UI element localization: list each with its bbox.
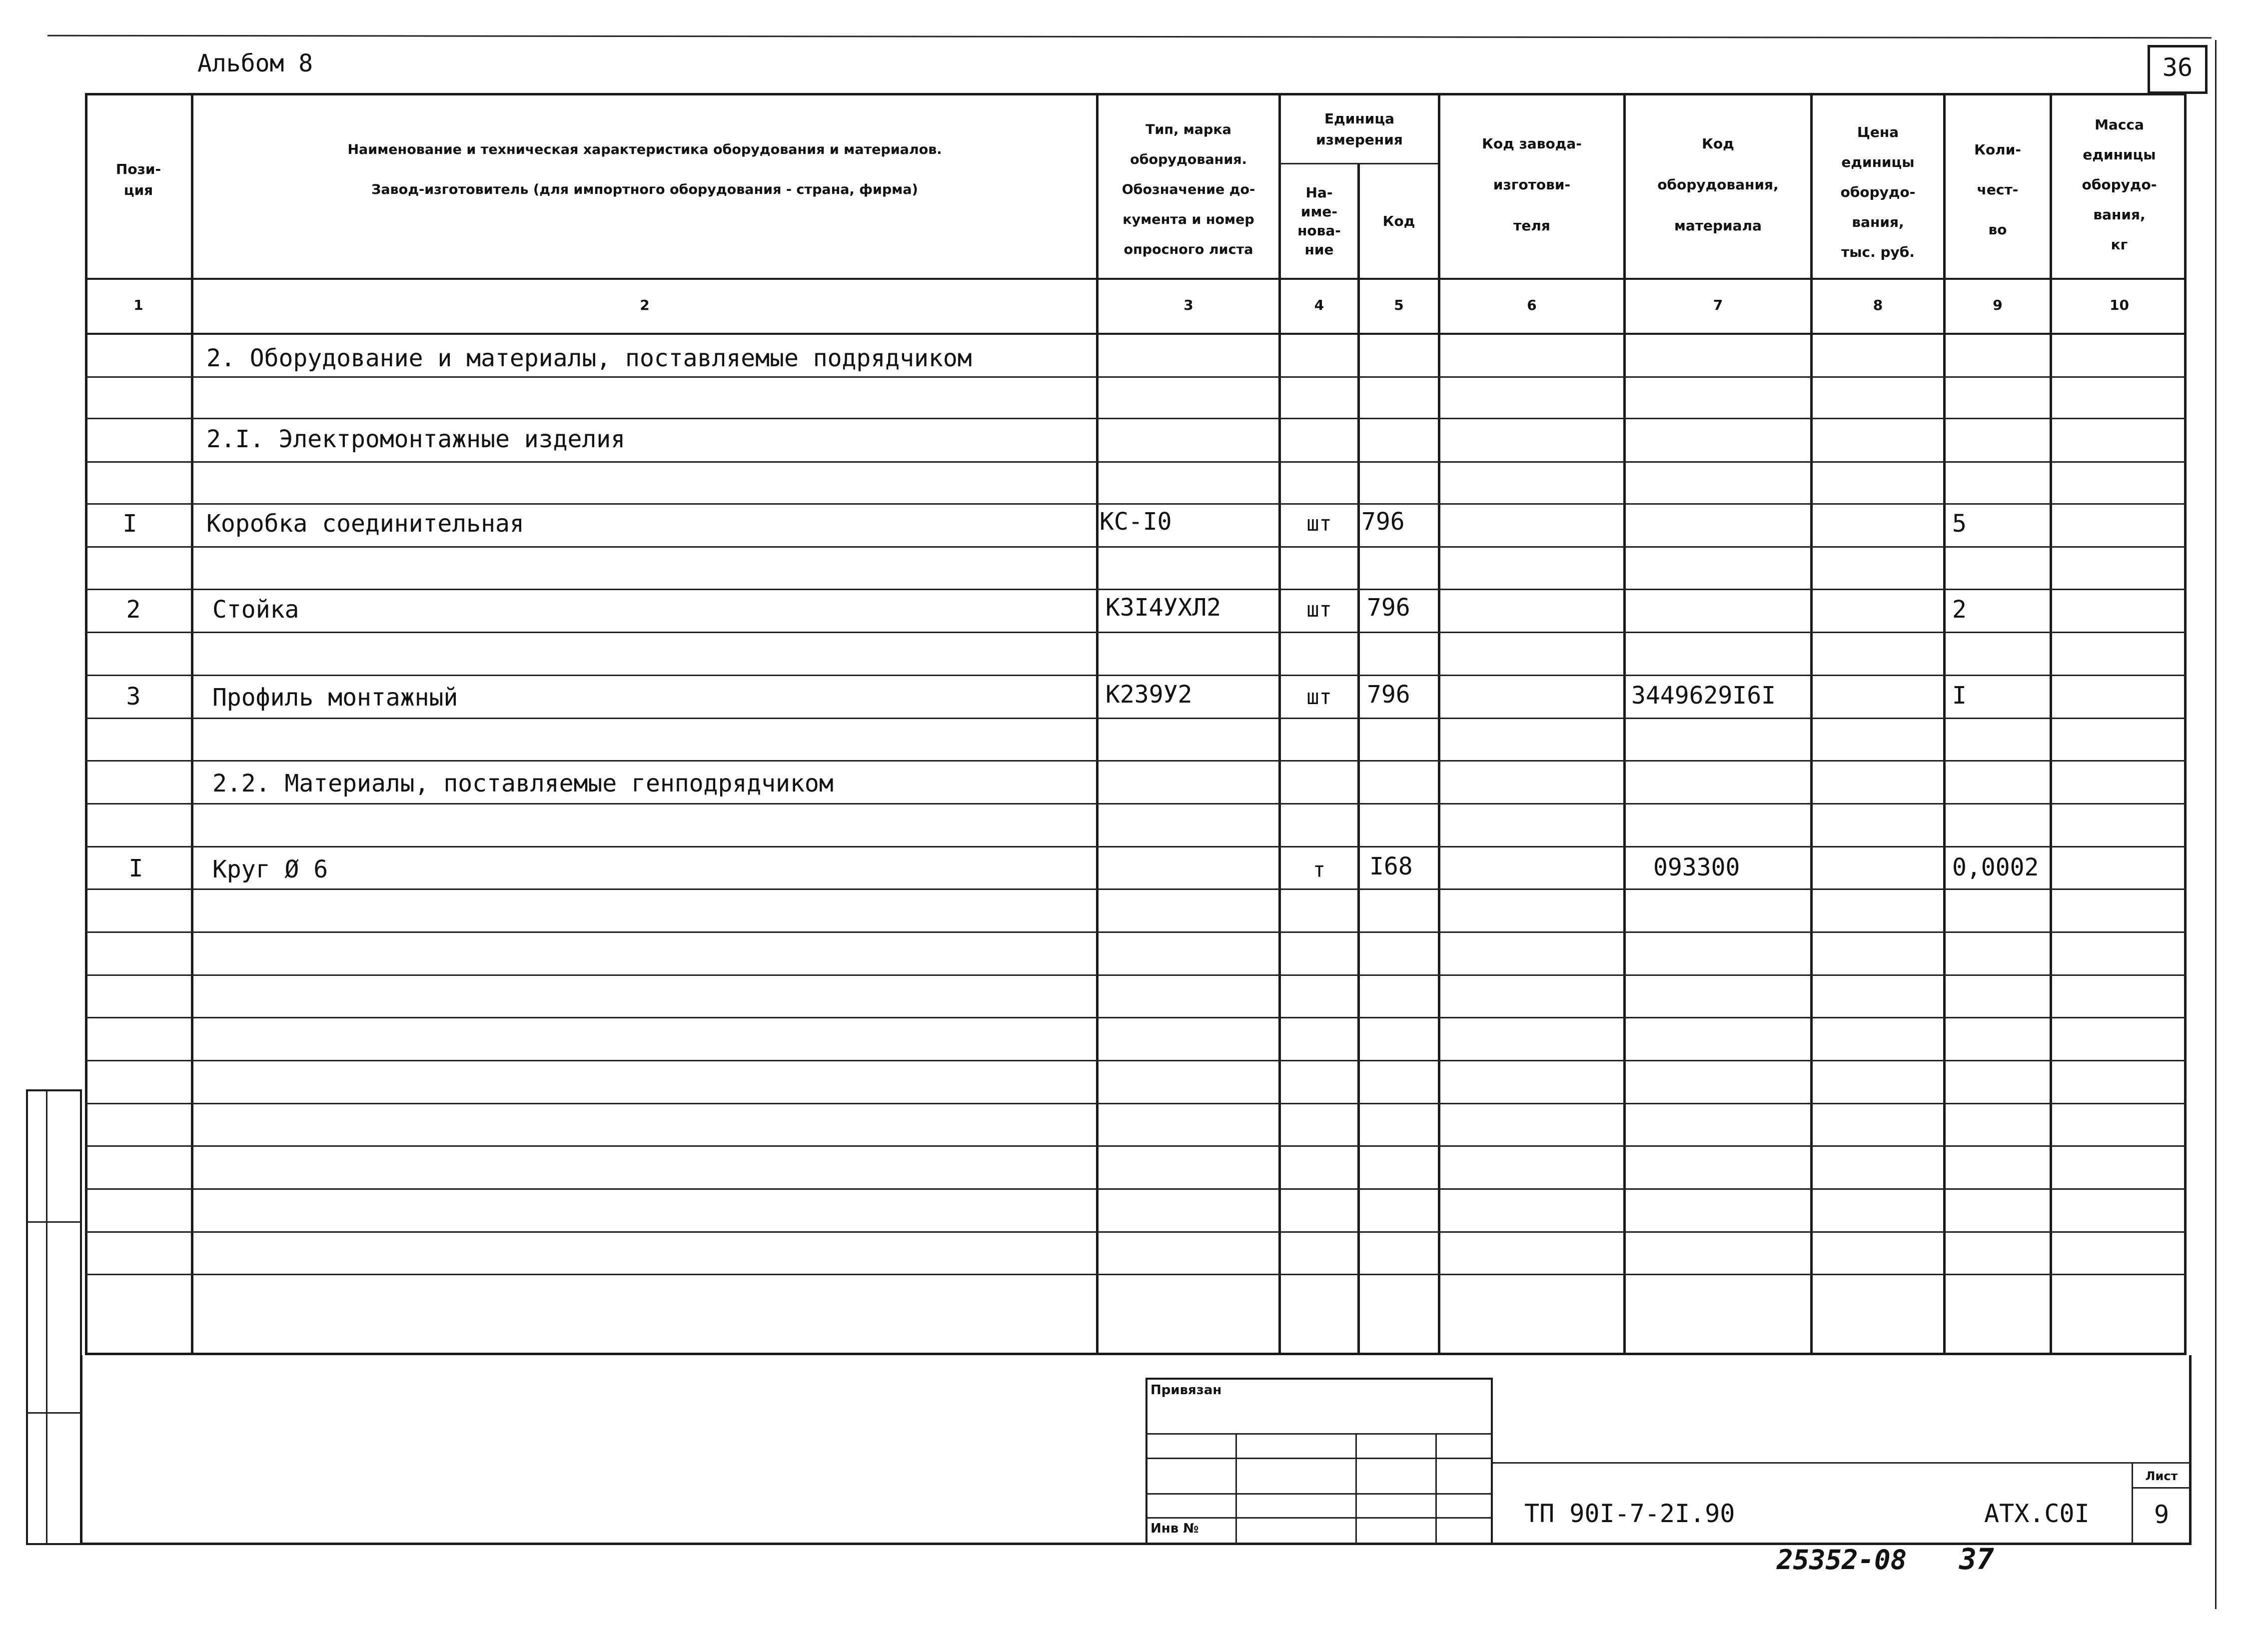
col-line-6 [1623, 93, 1626, 1355]
row-position: I [128, 854, 143, 882]
document-code: ТП 90I-7-2I.90 [1524, 1499, 1735, 1528]
attached-divider [1235, 1433, 1237, 1545]
row-line [85, 931, 2187, 933]
row-line [85, 503, 2187, 505]
row-unit: шт [1306, 511, 1332, 536]
left-margin-divider [46, 1089, 47, 1545]
col-num-6: 6 [1527, 297, 1537, 313]
doc-block-top-line [1493, 1462, 2192, 1464]
col-line-8 [1943, 93, 1946, 1355]
col-header-unit: Единица измерения [1316, 110, 1403, 148]
sheet-line [2132, 1487, 2192, 1489]
row-unit-code: 796 [1367, 594, 1410, 622]
attached-divider [1355, 1433, 1357, 1545]
row-line [85, 1060, 2187, 1061]
row-name: Коробка соединительная [206, 510, 524, 538]
sheet-number: 9 [2154, 1500, 2170, 1529]
document-mark: АТХ.С0I [1984, 1499, 2090, 1528]
row-unit-code: 796 [1367, 681, 1410, 709]
row-line [85, 1145, 2187, 1147]
album-label: Альбом 8 [197, 49, 313, 77]
row-line [85, 1274, 2187, 1275]
col-header-name: Наименование и техническая характеристика оборудования и материалов. Завод-изготовитель (для импортного оборудования - страна, фирма) [347, 142, 942, 197]
col-num-2: 2 [640, 297, 650, 313]
archive-number: 25352-08 [1777, 1544, 1907, 1576]
row-line [85, 589, 2187, 590]
row-type: КС-I0 [1100, 508, 1172, 536]
sheet-label: Лист [2145, 1469, 2178, 1483]
attached-stamp [1145, 1378, 1493, 1545]
col-line-2 [1096, 93, 1099, 1355]
section-title: 2.2. Материалы, поставляемые генподрядчиком [212, 770, 834, 798]
row-quantity: I [1952, 682, 1967, 710]
col-header-type: Тип, марка оборудования. Обозначение до- кумента и номер опросного листа [1122, 122, 1255, 257]
row-unit-code: I68 [1369, 852, 1413, 880]
unit-split-line [1278, 163, 1438, 164]
col-line-9 [2050, 93, 2052, 1355]
number-row-bottom-line [85, 333, 2187, 335]
row-line [85, 846, 2187, 847]
sheet-divider [2132, 1462, 2133, 1545]
col-header-factory-code: Код завода- изготови- теля [1482, 135, 1582, 234]
row-position: 3 [126, 683, 141, 711]
col-header-unit-code: Код [1382, 212, 1415, 229]
row-unit: т [1312, 857, 1326, 882]
row-type: К3I4УХЛ2 [1106, 594, 1221, 622]
col-header-equipment-code: Код оборудования, материала [1657, 135, 1779, 234]
row-line [85, 546, 2187, 548]
row-line [85, 632, 2187, 633]
col-header-quantity: Коли- чест- во [1974, 141, 2021, 238]
inventory-label: Инв № [1150, 1521, 1199, 1536]
attached-line [1145, 1458, 1493, 1459]
attached-divider [1435, 1433, 1437, 1545]
row-position: 2 [126, 596, 141, 624]
attached-line [1145, 1517, 1493, 1519]
row-quantity: 0,0002 [1952, 853, 2039, 881]
row-line [85, 888, 2187, 890]
col-header-position: Пози- ция [115, 161, 161, 198]
col-num-7: 7 [1713, 297, 1723, 313]
col-num-4: 4 [1314, 297, 1324, 313]
left-margin-line [26, 1412, 82, 1414]
archive-page: 37 [1959, 1542, 1994, 1576]
col-header-mass: Масса единицы оборудо- вания, кг [2082, 116, 2157, 253]
row-line [85, 1103, 2187, 1104]
section-title: 2.I. Электромонтажные изделия [206, 425, 626, 453]
row-name: Круг Ø 6 [212, 855, 328, 883]
attached-line [1145, 1493, 1493, 1495]
row-unit-code: 796 [1361, 508, 1405, 536]
col-line-3 [1278, 93, 1281, 1355]
right-edge-line [2215, 40, 2217, 1609]
attached-label: Привязан [1150, 1383, 1222, 1398]
row-line [85, 974, 2187, 976]
left-margin-line [26, 1221, 82, 1223]
row-line [85, 376, 2187, 378]
col-line-5 [1438, 93, 1440, 1355]
col-header-unit-name: На- име- нова- ние [1297, 184, 1341, 258]
row-unit: шт [1306, 597, 1332, 622]
col-num-10: 10 [2110, 297, 2129, 313]
row-type: К239У2 [1106, 681, 1192, 709]
row-name: Стойка [212, 596, 299, 624]
row-line [85, 1188, 2187, 1190]
row-unit: шт [1306, 685, 1332, 709]
row-line [85, 418, 2187, 419]
row-equipment-code: 093300 [1653, 853, 1740, 881]
row-line [85, 675, 2187, 676]
page-number: 36 [2162, 53, 2193, 82]
row-line [85, 760, 2187, 762]
row-line [85, 718, 2187, 719]
col-line-4 [1357, 163, 1360, 1355]
top-edge-line [47, 35, 2212, 39]
title-block-frame [80, 1355, 2192, 1545]
row-quantity: 5 [1952, 510, 1967, 538]
row-line [85, 1017, 2187, 1018]
row-line [85, 461, 2187, 463]
section-title: 2. Оборудование и материалы, поставляемые подрядчиком [206, 344, 972, 372]
col-header-price: Цена единицы оборудо- вания, тыс. руб. [1840, 124, 1916, 260]
row-quantity: 2 [1952, 596, 1967, 624]
row-line [85, 1231, 2187, 1233]
col-num-9: 9 [1993, 297, 2003, 313]
col-num-5: 5 [1394, 297, 1404, 313]
row-equipment-code: 3449629I6I [1631, 682, 1776, 710]
row-name: Профиль монтажный [212, 684, 458, 712]
header-bottom-line [85, 278, 2187, 280]
left-margin-stamp [26, 1089, 82, 1545]
col-line-1 [191, 93, 193, 1355]
col-num-3: 3 [1183, 297, 1193, 313]
row-position: I [122, 510, 137, 538]
col-num-8: 8 [1873, 297, 1883, 313]
attached-line [1145, 1433, 1493, 1435]
col-line-7 [1810, 93, 1813, 1355]
spec-table-frame [85, 93, 2187, 1355]
row-line [85, 803, 2187, 805]
col-num-1: 1 [133, 297, 143, 313]
